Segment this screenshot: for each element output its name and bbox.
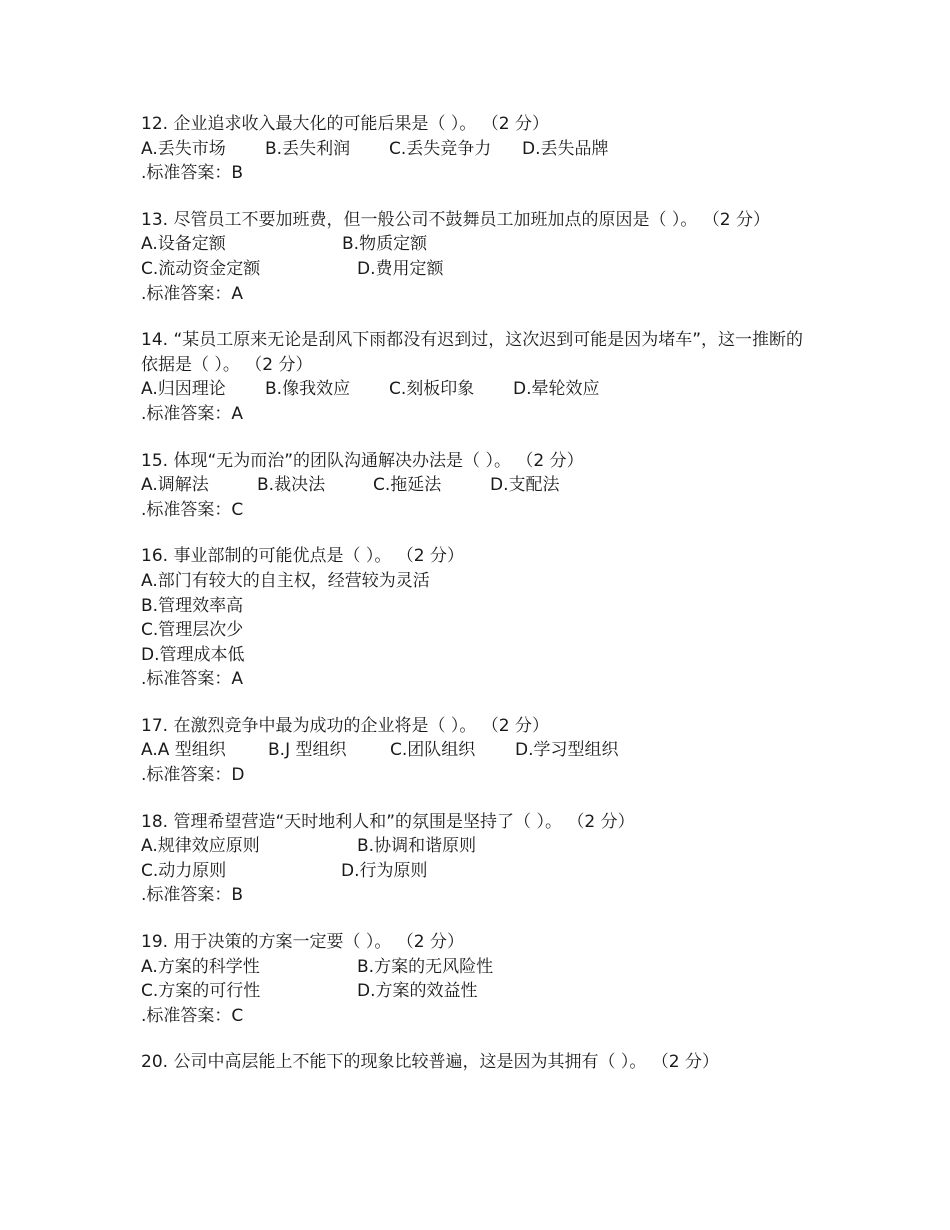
option-c: C.团队组织: [390, 740, 476, 761]
standard-answer: .标准答案：D: [141, 765, 245, 786]
option-d: D.费用定额: [357, 258, 444, 279]
options-row: [141, 955, 821, 980]
option-b: B.裁决法: [257, 475, 326, 496]
options-row: [141, 257, 821, 282]
option-d: D.学习型组织: [515, 740, 619, 761]
standard-answer: .标准答案：B: [141, 885, 244, 906]
question-19: [141, 930, 821, 1028]
option-a: A.A 型组织: [141, 740, 226, 761]
standard-answer: .标准答案：A: [141, 403, 244, 424]
standard-answer: .标准答案：C: [141, 1005, 244, 1026]
question-stem: 15. 体现“无为而治”的团队沟通解决办法是（ ）。 （2 分）: [141, 450, 584, 471]
option-b: B.管理效率高: [141, 595, 244, 616]
option-a: A.规律效应原则: [141, 836, 260, 857]
question-stem: 20. 公司中高层能上不能下的现象比较普遍，这是因为其拥有（ ）。 （2 分）: [141, 1052, 719, 1073]
option-b: B.方案的无风险性: [357, 956, 494, 977]
question-18: [141, 810, 821, 908]
option-d: D.丢失品牌: [522, 138, 609, 159]
question-stem: 12. 企业追求收入最大化的可能后果是（ ）。 （2 分）: [141, 114, 549, 134]
question-20: [141, 1050, 821, 1075]
option-d: D.管理成本低: [141, 644, 245, 665]
question-12: [141, 112, 821, 186]
option-c: C.流动资金定额: [141, 258, 261, 279]
option-d: D.晕轮效应: [513, 379, 600, 400]
options-row: [141, 979, 821, 1004]
option-d: D.方案的效益性: [357, 981, 478, 1002]
options-row: [141, 834, 821, 859]
question-stem: 17. 在激烈竞争中最为成功的企业将是（ ）。 （2 分）: [141, 715, 549, 736]
option-a: A.调解法: [141, 475, 209, 496]
option-c: C.方案的可行性: [141, 981, 261, 1002]
question-stem: 19. 用于决策的方案一定要（ ）。 （2 分）: [141, 932, 464, 953]
options-row: [141, 859, 821, 884]
standard-answer: .标准答案：A: [141, 283, 244, 304]
question-17: [141, 714, 821, 788]
standard-answer: .标准答案：A: [141, 669, 244, 690]
option-c: C.动力原则: [141, 860, 227, 881]
option-a: A.设备定额: [141, 234, 226, 255]
question-15: [141, 449, 821, 523]
option-a: A.归因理论: [141, 379, 226, 400]
question-stem: 18. 管理希望营造“天时地利人和”的氛围是坚持了（ ）。 （2 分）: [141, 811, 635, 832]
option-b: B.协调和谐原则: [357, 836, 477, 857]
options-row: [141, 377, 821, 402]
option-b: B.物质定额: [342, 234, 428, 255]
option-a: A.部门有较大的自主权，经营较为灵活: [141, 570, 430, 591]
options-row: [141, 473, 821, 498]
option-c: C.丢失竞争力: [389, 138, 492, 159]
question-stem: 14. “某员工原来无论是刮风下雨都没有迟到过，这次迟到可能是因为堵车”，这一推断的依据是（ ）。 （2 分）: [141, 330, 804, 375]
question-stem: 16. 事业部制的可能优点是（ ）。 （2 分）: [141, 546, 464, 567]
standard-answer: .标准答案：C: [141, 499, 244, 520]
question-14: [141, 328, 821, 426]
option-d: D.支配法: [490, 475, 560, 496]
option-b: B.像我效应: [265, 379, 351, 400]
option-d: D.行为原则: [341, 860, 428, 881]
option-b: B.丢失利润: [265, 138, 351, 159]
question-stem: 13. 尽管员工不要加班费，但一般公司不鼓舞员工加班加点的原因是（ ）。 （2 分）: [141, 209, 770, 230]
option-a: A.方案的科学性: [141, 956, 260, 977]
options-row: [141, 137, 821, 162]
options-row: [141, 232, 821, 257]
standard-answer: .标准答案：B: [141, 163, 244, 184]
option-a: A.丢失市场: [141, 138, 226, 159]
option-c: C.拖延法: [373, 475, 442, 496]
option-b: B.J 型组织: [268, 740, 347, 761]
option-c: C.管理层次少: [141, 620, 244, 641]
option-c: C.刻板印象: [389, 379, 475, 400]
document-page: [141, 112, 821, 1097]
question-16: [141, 544, 821, 692]
question-13: [141, 208, 821, 306]
options-row: [141, 738, 821, 763]
